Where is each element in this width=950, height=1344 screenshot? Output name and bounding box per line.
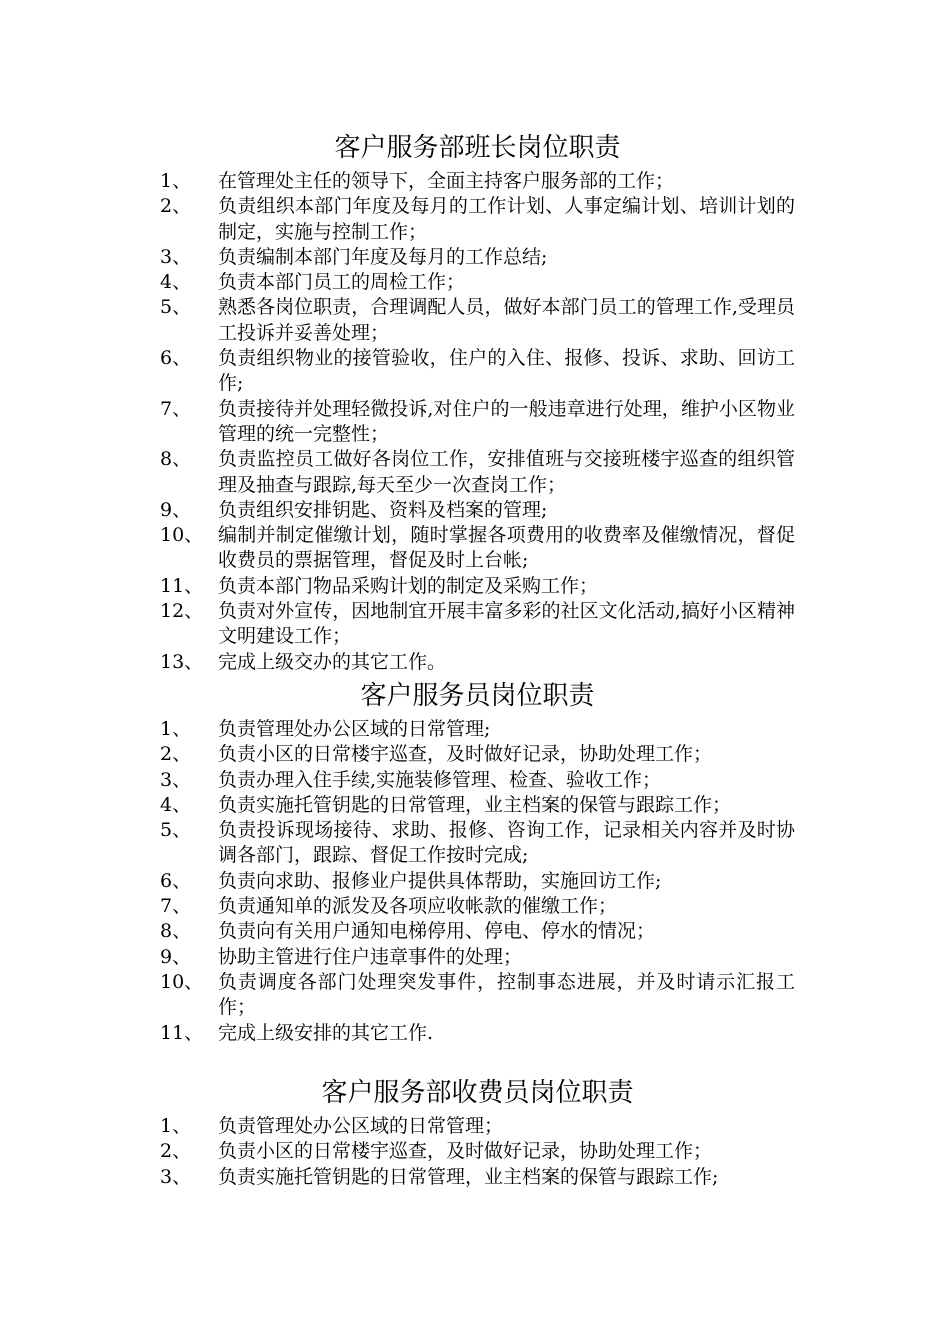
item-text: 在管理处主任的领导下，全面主持客户服务部的工作； xyxy=(218,170,675,192)
list-item xyxy=(160,1021,795,1046)
item-text: 负责组织安排钥匙、资料及档案的管理; xyxy=(218,498,548,521)
item-text: 熟悉各岗位职责，合理调配人员，做好本部门员工的管理工作,受理员工投诉并妥善处理； xyxy=(218,296,795,344)
item-number: 5、 xyxy=(160,819,192,842)
item-text: 负责投诉现场接待、求助、报修、咨询工作，记录相关内容并及时协调各部门，跟踪、督促工作按时完成; xyxy=(218,819,795,867)
item-number: 2、 xyxy=(160,195,192,218)
list-item xyxy=(160,1139,795,1164)
item-number: 5、 xyxy=(160,296,192,319)
section-team-leader-duties xyxy=(160,130,795,675)
item-number: 3、 xyxy=(160,245,192,268)
item-number: 11、 xyxy=(160,1021,204,1044)
item-number: 3、 xyxy=(160,768,192,791)
section-title: 客户服务部收费员岗位职责 xyxy=(321,1078,634,1108)
item-number: 2、 xyxy=(160,743,192,766)
list-item xyxy=(160,894,795,919)
list-item xyxy=(160,650,795,675)
item-number: 7、 xyxy=(160,397,192,420)
item-number: 1、 xyxy=(160,718,192,740)
item-number: 3、 xyxy=(160,1165,192,1188)
list-item xyxy=(160,945,795,970)
item-number: 4、 xyxy=(160,271,192,294)
list-item xyxy=(160,574,795,599)
duty-list xyxy=(160,169,795,675)
list-item xyxy=(160,599,795,650)
item-text: 负责组织本部门年度及每月的工作计划、人事定编计划、培训计划的制定，实施与控制工作； xyxy=(218,195,795,243)
list-item xyxy=(160,397,795,448)
item-text: 负责实施托管钥匙的日常管理，业主档案的保管与跟踪工作； xyxy=(218,793,732,816)
item-text: 负责组织物业的接管验收，住户的入住、报修、投诉、求助、回访工作; xyxy=(218,347,795,395)
item-number: 8、 xyxy=(160,920,192,943)
item-text: 负责对外宣传，因地制宜开展丰富多彩的社区文化活动,搞好小区精神文明建设工作； xyxy=(218,600,795,648)
list-item xyxy=(160,194,795,245)
item-text: 负责通知单的派发及各项应收帐款的催缴工作； xyxy=(218,895,618,918)
item-number: 11、 xyxy=(160,574,204,597)
list-item xyxy=(160,869,795,894)
item-number: 10、 xyxy=(160,970,204,993)
item-text: 负责本部门物品采购计划的制定及采购工作； xyxy=(218,574,599,597)
list-item xyxy=(160,295,795,346)
list-item xyxy=(160,793,795,818)
list-item xyxy=(160,498,795,523)
item-number: 2、 xyxy=(160,1140,192,1163)
item-text: 负责监控员工做好各岗位工作，安排值班与交接班楼宇巡查的组织管理及抽查与跟踪,每天至少一次查岗工作； xyxy=(218,448,795,496)
list-item xyxy=(160,245,795,270)
list-item xyxy=(160,717,795,742)
section-title: 客户服务部班长岗位职责 xyxy=(334,133,621,163)
item-text: 负责调度各部门处理突发事件，控制事态进展，并及时请示汇报工作； xyxy=(218,970,795,1019)
item-text: 完成上级安排的其它工作. xyxy=(218,1021,434,1044)
list-item xyxy=(160,169,795,194)
list-item xyxy=(160,346,795,397)
list-item xyxy=(160,447,795,498)
item-text: 协助主管进行住户违章事件的处理； xyxy=(218,945,523,968)
item-number: 6、 xyxy=(160,869,192,892)
list-item xyxy=(160,523,795,574)
item-number: 13、 xyxy=(160,650,204,673)
list-item xyxy=(160,1165,795,1190)
item-text: 负责办理入住手续,实施装修管理、检查、验收工作； xyxy=(218,768,662,791)
item-text: 负责向有关用户通知电梯停用、停电、停水的情况； xyxy=(218,920,656,943)
list-item xyxy=(160,1114,795,1139)
section-title: 客户服务员岗位职责 xyxy=(360,681,595,711)
item-text: 负责接待并处理轻微投诉,对住户的一般违章进行处理，维护小区物业管理的统一完整性； xyxy=(218,397,795,445)
item-number: 8、 xyxy=(160,448,192,471)
duty-list xyxy=(160,717,795,1046)
list-item xyxy=(160,970,795,1021)
list-item xyxy=(160,742,795,767)
list-item xyxy=(160,919,795,944)
list-item xyxy=(160,270,795,295)
item-number: 10、 xyxy=(160,524,204,547)
item-number: 4、 xyxy=(160,793,192,816)
item-number: 1、 xyxy=(160,1115,192,1137)
item-text: 负责本部门员工的周检工作； xyxy=(218,271,466,294)
list-item xyxy=(160,768,795,793)
duty-list xyxy=(160,1114,795,1190)
item-text: 完成上级交办的其它工作。 xyxy=(218,650,447,673)
section-cashier-duties xyxy=(160,1075,795,1190)
item-text: 编制并制定催缴计划，随时掌握各项费用的收费率及催缴情况，督促收费员的票据管理，督促及时上台帐; xyxy=(218,524,795,572)
item-number: 1、 xyxy=(160,170,192,192)
section-service-staff-duties xyxy=(160,678,795,1046)
item-number: 12、 xyxy=(160,600,204,623)
item-text: 负责编制本部门年度及每月的工作总结; xyxy=(218,245,548,268)
item-text: 负责管理处办公区域的日常管理; xyxy=(218,718,491,740)
item-text: 负责向求助、报修业户提供具体帮助，实施回访工作; xyxy=(218,869,662,892)
item-text: 负责管理处办公区域的日常管理； xyxy=(218,1115,504,1137)
item-number: 7、 xyxy=(160,895,192,918)
item-number: 6、 xyxy=(160,347,192,370)
item-text: 负责小区的日常楼宇巡查，及时做好记录，协助处理工作； xyxy=(218,743,713,766)
list-item xyxy=(160,818,795,869)
item-text: 负责小区的日常楼宇巡查，及时做好记录，协助处理工作； xyxy=(218,1140,713,1163)
item-text: 负责实施托管钥匙的日常管理，业主档案的保管与跟踪工作; xyxy=(218,1165,719,1188)
item-number: 9、 xyxy=(160,945,192,968)
item-number: 9、 xyxy=(160,498,192,521)
